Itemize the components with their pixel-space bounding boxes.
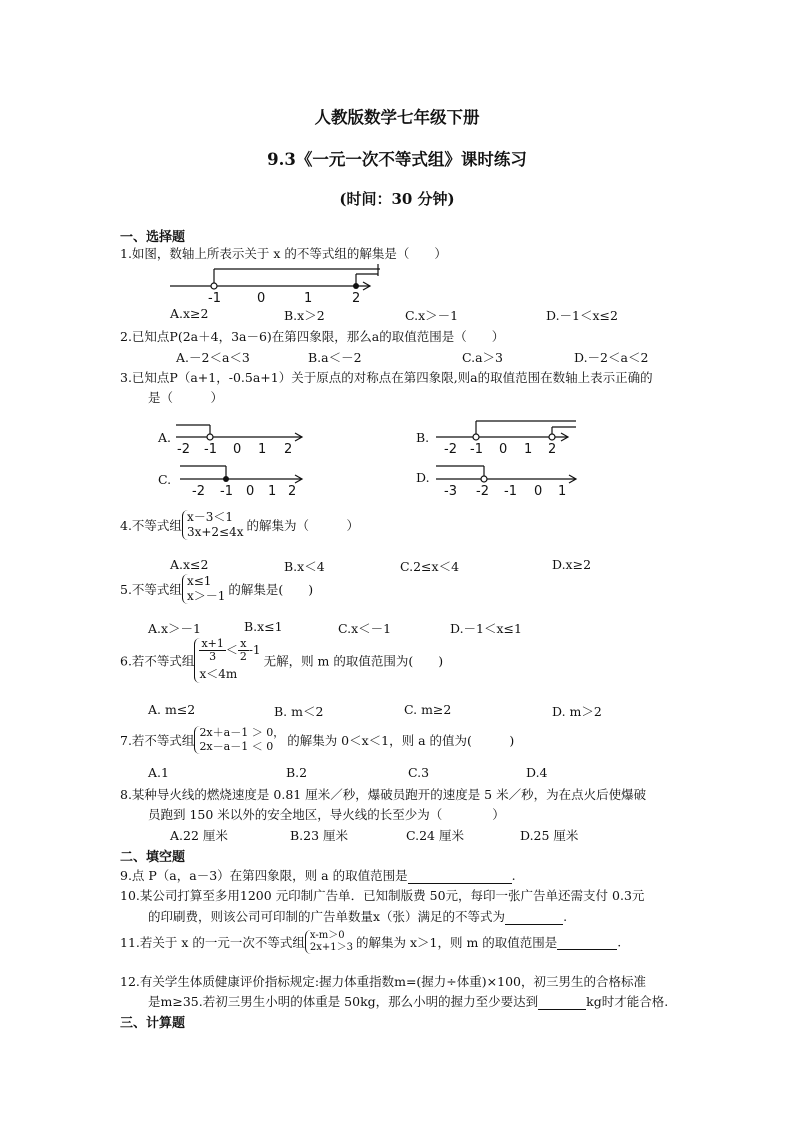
q3a-label-2: 0 (233, 442, 242, 457)
q3c-label-3: 1 (268, 484, 277, 499)
q3b-label-1: -1 (470, 442, 483, 457)
q11-end: . (617, 934, 622, 950)
q3a-label-0: -2 (177, 442, 190, 457)
q3c-label-0: -2 (192, 484, 205, 499)
q5-ineq-2: x＞－1 (186, 589, 226, 603)
section-fill-blank: 二、填空题 (120, 850, 186, 865)
q1-stem: 1.如图，数轴上所表示关于 x 的不等式组的解集是（ ） (120, 246, 447, 261)
q4-stem (120, 510, 359, 540)
q3b-label-2: 0 (499, 442, 508, 457)
q5-option-b[interactable]: B.x≤1 (244, 619, 283, 634)
q9-text: 9.点 P（a，a－3）在第四象限，则 a 的取值范围是 (120, 868, 408, 883)
q3-option-b-number-line[interactable] (436, 418, 586, 456)
q8-option-b[interactable]: B.23 厘米 (290, 828, 349, 843)
q3-option-d-letter[interactable]: D. (416, 470, 430, 485)
q10-text: 的印刷费，则该公司可印制的广告单数量x（张）满足的不等式为 (148, 909, 506, 924)
q8-option-a[interactable]: A.22 厘米 (170, 828, 228, 843)
q1-axis-label-0: 0 (257, 291, 266, 306)
q2-option-b[interactable]: B.a＜－2 (308, 350, 362, 365)
q6-pre: 6.若不等式组 (120, 653, 195, 669)
q6-frac1-num: x+1 (201, 637, 224, 650)
q6-stem (120, 638, 443, 683)
q3b-label-3: 1 (524, 442, 533, 457)
q1-option-a[interactable]: A.x≥2 (170, 306, 209, 321)
q3c-label-2: 0 (246, 484, 255, 499)
q5-stem (120, 574, 313, 604)
q8-option-c[interactable]: C.24 厘米 (406, 828, 464, 843)
q3d-label-0: -3 (444, 484, 457, 499)
q10-stem-line2 (148, 907, 567, 925)
q1-number-line (170, 264, 390, 304)
q2-option-c[interactable]: C.a＞3 (462, 350, 503, 365)
q11-answer-blank[interactable] (557, 934, 617, 950)
q6-ineq-1 (199, 638, 260, 663)
q5-option-c[interactable]: C.x＜－1 (338, 621, 392, 636)
q5-option-d[interactable]: D.－1＜x≤1 (450, 621, 522, 636)
q2-option-a[interactable]: A.－2＜a＜3 (176, 350, 250, 365)
section-choice: 一、选择题 (120, 230, 186, 245)
q1-option-d[interactable]: D.－1＜x≤2 (546, 308, 618, 323)
q6-frac2-num: x (238, 638, 249, 651)
q12-answer-blank[interactable] (538, 994, 586, 1010)
q4-option-c[interactable]: C.2≤x＜4 (400, 559, 460, 574)
q6-option-b[interactable]: B. m＜2 (274, 704, 324, 719)
q4-post: 的解集为（ ） (246, 518, 360, 533)
q4-ineq-1: x－3＜1 (186, 510, 233, 524)
q3d-label-4: 1 (558, 484, 567, 499)
q3d-label-1: -2 (476, 484, 489, 499)
q7-option-a[interactable]: A.1 (148, 765, 169, 780)
q6-tail: -1 (248, 642, 261, 657)
q12-stem-line1: 12.有关学生体质健康评价指标规定:握力体重指数m=(握力÷体重)×100，初三男生的合格标准 (120, 974, 646, 989)
q5-option-a[interactable]: A.x＞－1 (148, 621, 202, 636)
q3-option-a-letter[interactable]: A. (158, 430, 172, 445)
q7-ineq-2: 2x－a－1 ＜ 0 (199, 739, 274, 753)
q10-answer-blank[interactable] (505, 909, 563, 925)
q6-option-c[interactable]: C. m≥2 (404, 702, 452, 717)
q3c-label-4: 2 (288, 484, 297, 499)
q11-stem (120, 930, 621, 954)
q3a-label-4: 2 (284, 442, 293, 457)
q7-ineq-1: 2x＋a－1 ＞ 0， (199, 726, 285, 739)
q3a-label-3: 1 (258, 442, 267, 457)
q7-option-d[interactable]: D.4 (526, 765, 548, 780)
q6-frac-2 (238, 638, 249, 663)
q3-stem-line2: 是（ ） (148, 390, 224, 405)
q11-pre: 11.若关于 x 的一元一次不等式组 (120, 935, 305, 950)
q1-axis-label-neg1: -1 (208, 291, 221, 306)
q4-option-a[interactable]: A.x≤2 (170, 557, 209, 572)
q3b-label-0: -2 (444, 442, 457, 457)
q6-ineq-2: x＜4m (199, 667, 238, 682)
q10-stem-line1: 10.某公司打算至多用1200 元印制广告单．已知制版费 50元，每印一张广告单还需支付 0.3元 (120, 888, 645, 903)
q7-system-brace (194, 726, 287, 754)
q7-post: 的解集为 0＜x＜1，则 a 的值为( ) (287, 732, 515, 748)
q1-option-b[interactable]: B.x＞2 (284, 308, 325, 323)
q3-option-a-number-line[interactable] (176, 420, 306, 456)
q6-lt: ＜ (225, 642, 238, 657)
q3-option-c-letter[interactable]: C. (158, 472, 172, 487)
q11-ineq-1: x-m＞0 (309, 930, 345, 941)
q11-system-brace (305, 930, 356, 954)
q6-option-d[interactable]: D. m＞2 (552, 704, 602, 719)
q3-stem-line1: 3.已知点P（a+1，-0.5a+1）关于原点的对称点在第四象限,则a的取值范围在数轴上表示正确的 (120, 370, 653, 385)
q7-option-c[interactable]: C.3 (408, 765, 430, 780)
q12-stem-line2 (148, 992, 668, 1010)
q5-ineq-1: x≤1 (186, 574, 212, 588)
q3a-label-1: -1 (204, 442, 217, 457)
q3d-label-2: -1 (504, 484, 517, 499)
q3b-label-4: 2 (548, 442, 557, 457)
q4-option-d[interactable]: D.x≥2 (552, 557, 592, 572)
q1-axis-label-2: 2 (352, 291, 361, 306)
q2-stem: 2.已知点P(2a＋4，3a－6)在第四象限，那么a的取值范围是（ ） (120, 329, 505, 344)
q8-stem-line2: 员跑到 150 米以外的安全地区，导火线的长至少为（ ） (148, 807, 505, 822)
q3-option-d-number-line[interactable] (436, 460, 586, 498)
q4-system-brace (182, 510, 247, 540)
q11-ineq-2: 2x+1＞3 (309, 942, 353, 953)
q10-end: . (563, 909, 568, 924)
q3-option-c-number-line[interactable] (180, 460, 310, 498)
q6-post: 无解，则 m 的取值范围为( ) (263, 653, 444, 669)
q12-text: 是m≥35.若初三男生小明的体重是 50kg，那么小明的握力至少要达到 (148, 994, 539, 1009)
q3d-label-3: 0 (534, 484, 543, 499)
q8-stem-line1: 8.某种导火线的燃烧速度是 0.81 厘米／秒，爆破员跑开的速度是 5 米／秒，为在点火后使爆破 (120, 787, 647, 802)
q2-option-d[interactable]: D.－2＜a＜2 (574, 350, 649, 365)
q9-end: . (511, 868, 516, 883)
doc-subtitle: 9.3《一元一次不等式组》课时练习 (267, 150, 527, 169)
doc-title: 人教版数学七年级下册 (314, 108, 480, 127)
q6-frac1-den: 3 (209, 650, 217, 664)
q11-post: 的解集为 x＞1，则 m 的取值范围是 (356, 935, 558, 950)
q4-option-b[interactable]: B.x＜4 (284, 559, 325, 574)
q7-pre: 7.若不等式组 (120, 732, 195, 748)
q6-system-brace (194, 638, 263, 683)
q1-axis-label-1: 1 (304, 291, 313, 306)
q4-ineq-2: 3x+2≤4x (186, 525, 244, 539)
q5-post: 的解集是( ) (228, 582, 314, 597)
q12-end: kg时才能合格. (586, 994, 669, 1009)
q5-system-brace (182, 574, 228, 604)
q9-answer-blank[interactable] (408, 868, 512, 884)
q7-stem (120, 726, 514, 754)
q3c-label-1: -1 (220, 484, 233, 499)
q1-option-c[interactable]: C.x＞－1 (405, 308, 459, 323)
q3-option-b-letter[interactable]: B. (416, 430, 430, 445)
q6-frac2-den: 2 (239, 650, 247, 664)
section-calculation: 三、计算题 (120, 1016, 186, 1031)
q9-stem (120, 866, 516, 884)
q4-pre: 4.不等式组 (120, 518, 182, 533)
q8-option-d[interactable]: D.25 厘米 (520, 828, 579, 843)
q7-option-b[interactable]: B.2 (286, 765, 308, 780)
doc-time: (时间：30 分钟) (339, 190, 455, 208)
q5-pre: 5.不等式组 (120, 582, 182, 597)
q6-option-a[interactable]: A. m≤2 (148, 702, 196, 717)
q6-frac-1 (199, 638, 225, 663)
